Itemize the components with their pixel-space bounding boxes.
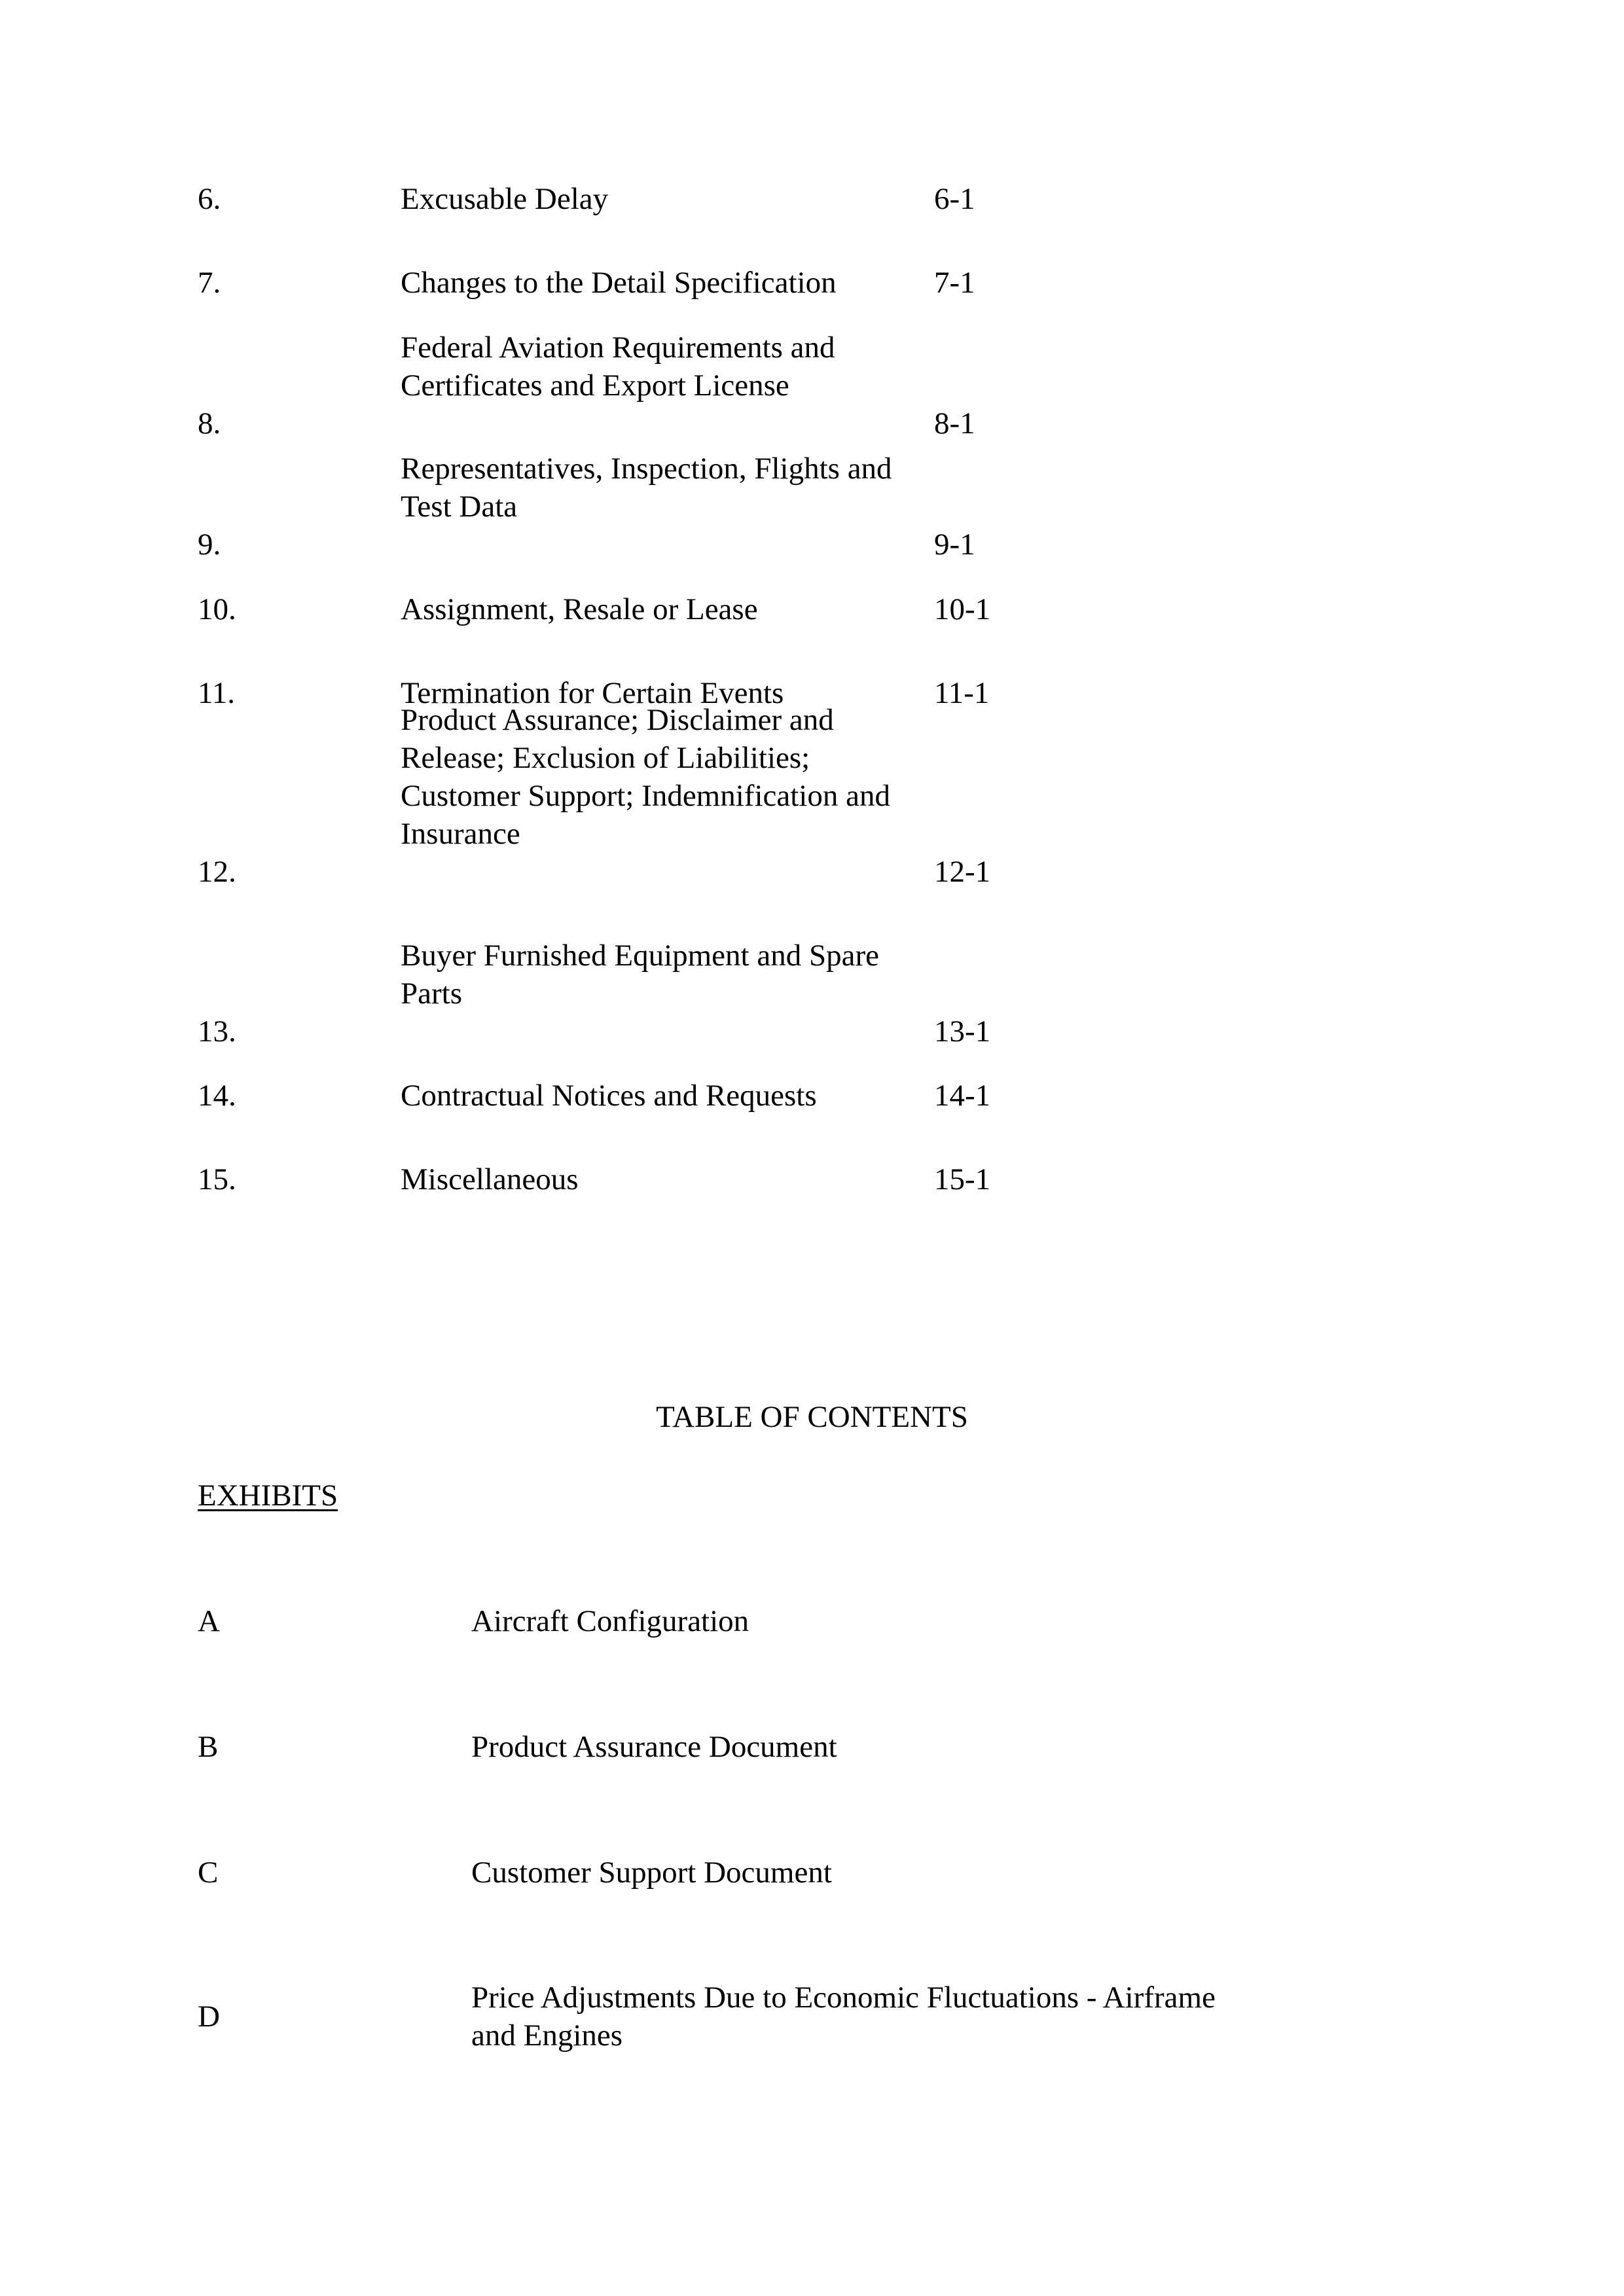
exhibit-title: Product Assurance Document [471,1730,837,1764]
toc-number: 6. [198,182,221,216]
toc-number: 12. [198,855,236,889]
toc-page: 12-1 [934,855,991,889]
toc-title: Termination for Certain Events [401,676,784,710]
toc-number: 15. [198,1162,236,1196]
toc-page: 10-1 [934,592,991,626]
toc-title: Buyer Furnished Equipment and Spare Parts [401,939,879,1011]
toc-number: 7. [198,266,221,300]
toc-page: 15-1 [934,1162,991,1196]
toc-number: 8. [198,406,221,440]
exhibit-letter: C [198,1856,219,1890]
toc-number: 9. [198,528,221,562]
toc-title: Miscellaneous [401,1162,579,1196]
toc-title: Federal Aviation Requirements and Certificates and Export License [401,331,835,403]
toc-number: 14. [198,1079,236,1113]
toc-title: Excusable Delay [401,182,609,216]
exhibits-heading: EXHIBITS [198,1479,338,1513]
toc-page: 13-1 [934,1014,991,1049]
toc-title: Contractual Notices and Requests [401,1079,817,1113]
exhibit-letter: B [198,1730,219,1764]
toc-title: Assignment, Resale or Lease [401,592,758,626]
page-title: TABLE OF CONTENTS [656,1400,968,1434]
toc-number: 10. [198,592,236,626]
toc-page: 8-1 [934,406,975,440]
toc-number: 11. [198,676,236,710]
exhibit-title: Aircraft Configuration [471,1604,749,1638]
toc-title: Representatives, Inspection, Flights and Test Data [401,452,892,524]
exhibit-title: Price Adjustments Due to Economic Fluctuations - Airframe and Engines [471,1981,1216,2053]
exhibit-title: Customer Support Document [471,1856,832,1890]
exhibit-letter: A [198,1604,220,1638]
toc-page: 14-1 [934,1079,991,1113]
exhibit-letter: D [198,2000,220,2034]
toc-title: Product Assurance; Disclaimer and Release; Exclusion of Liabilities; Customer Support; Indemnification and Insurance [401,703,890,851]
toc-number: 13. [198,1014,236,1049]
toc-page: 6-1 [934,182,975,216]
toc-page: 7-1 [934,266,975,300]
toc-page: 9-1 [934,528,975,562]
toc-page: 11-1 [934,676,990,710]
toc-title: Changes to the Detail Specification [401,266,837,300]
